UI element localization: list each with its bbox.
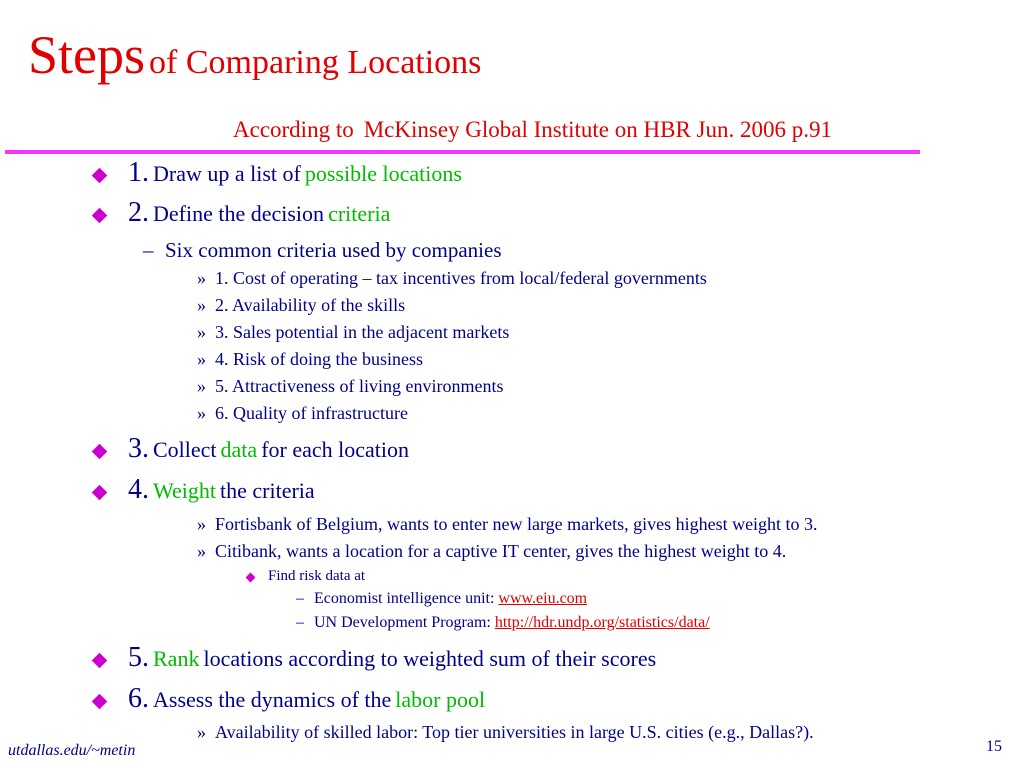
criteria-text: 4. Risk of doing the business [215, 349, 424, 369]
criteria-text: 5. Attractiveness of living environments [215, 376, 504, 396]
step-text: Define the decision [153, 201, 325, 226]
weight-example-text: Citibank, wants a location for a captive IT center, gives the highest weight to 4. [215, 541, 787, 561]
step-text-after: for each location [261, 437, 410, 462]
chevron-marker: » [197, 541, 206, 561]
undp-link[interactable]: http://hdr.undp.org/statistics/data/ [494, 614, 710, 631]
criteria-item [197, 403, 408, 424]
criteria-text: 6. Quality of infrastructure [215, 403, 408, 423]
dash-marker: – [296, 590, 304, 607]
chevron-marker: » [197, 722, 206, 742]
step-3 [128, 433, 409, 465]
dash-marker: – [143, 238, 154, 262]
step-highlight: Rank [153, 646, 200, 671]
chevron-marker: » [197, 295, 206, 315]
step-number: 6. [128, 683, 149, 714]
criteria-item [197, 322, 509, 343]
step-number: 4. [128, 474, 149, 505]
bullet-diamond-icon [92, 694, 108, 710]
risk-source-label: Economist intelligence unit: [314, 590, 495, 607]
step-highlight: data [220, 437, 258, 462]
step-number: 5. [128, 642, 149, 673]
title-main: Steps [28, 25, 146, 85]
chevron-marker: » [197, 349, 206, 369]
step-text: Draw up a list of [153, 161, 301, 186]
step-highlight: possible locations [304, 161, 462, 186]
title-divider [5, 150, 920, 154]
weight-example [197, 541, 786, 562]
labor-note [197, 722, 814, 743]
criteria-text: 3. Sales potential in the adjacent markets [215, 322, 510, 342]
weight-example [197, 514, 818, 535]
risk-heading: Find risk data at [268, 568, 366, 584]
step-number: 2. [128, 197, 149, 228]
step-highlight: criteria [328, 201, 391, 226]
step-6 [128, 683, 485, 715]
step-5 [128, 642, 656, 674]
criteria-heading-text: Six common criteria used by companies [165, 238, 502, 262]
risk-source-label: UN Development Program: [314, 614, 491, 631]
criteria-item [197, 349, 423, 370]
step-4 [128, 474, 315, 506]
step-number: 3. [128, 433, 149, 464]
chevron-marker: » [197, 514, 206, 534]
bullet-diamond-icon [246, 573, 256, 583]
criteria-item [197, 376, 503, 397]
citation-part1: According to [233, 117, 354, 142]
step-text: Collect [153, 437, 217, 462]
chevron-marker: » [197, 268, 206, 288]
step-text-after: locations according to weighted sum of their scores [203, 646, 657, 671]
source-citation [233, 117, 832, 143]
risk-source [296, 590, 587, 608]
chevron-marker: » [197, 322, 206, 342]
criteria-text: 2. Availability of the skills [215, 295, 406, 315]
labor-note-text: Availability of skilled labor: Top tier universities in large U.S. cities (e.g., Dallas?). [215, 722, 814, 742]
bullet-diamond-icon [92, 444, 108, 460]
criteria-item [197, 268, 707, 289]
eiu-link[interactable]: www.eiu.com [498, 590, 588, 607]
bullet-diamond-icon [92, 168, 108, 184]
bullet-diamond-icon [92, 485, 108, 501]
step-2 [128, 197, 390, 229]
step-number: 1. [128, 157, 149, 188]
step-highlight: labor pool [395, 687, 486, 712]
criteria-item [197, 295, 405, 316]
chevron-marker: » [197, 376, 206, 396]
step-highlight: Weight [153, 478, 216, 503]
title-rest: of Comparing Locations [149, 44, 482, 81]
step-text-after: the criteria [220, 478, 315, 503]
criteria-heading [143, 238, 502, 262]
dash-marker: – [296, 614, 304, 631]
weight-example-text: Fortisbank of Belgium, wants to enter new large markets, gives highest weight to 3. [215, 514, 818, 534]
bullet-diamond-icon [92, 653, 108, 669]
risk-source [296, 614, 710, 632]
citation-part2: McKinsey Global Institute on HBR Jun. 2006 p.91 [363, 117, 833, 142]
slide-title [28, 25, 482, 85]
page-number: 15 [986, 738, 1002, 755]
step-text: Assess the dynamics of the [153, 687, 392, 712]
footer-url: utdallas.edu/~metin [8, 742, 136, 759]
bullet-diamond-icon [92, 208, 108, 224]
criteria-text: 1. Cost of operating – tax incentives from local/federal governments [215, 268, 707, 288]
step-1 [128, 157, 462, 189]
chevron-marker: » [197, 403, 206, 423]
